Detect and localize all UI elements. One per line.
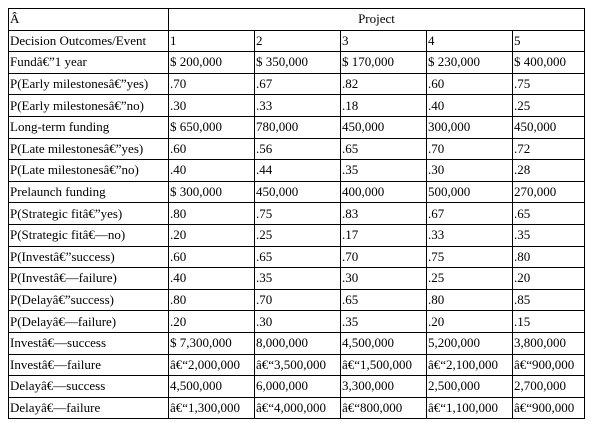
value-cell-project-5: .25: [513, 95, 585, 117]
value-cell-project-5: â€“900,000: [513, 354, 585, 376]
value-cell-project-5: .80: [513, 246, 585, 268]
value-cell-project-1: $ 300,000: [169, 181, 255, 203]
value-cell-project-3: 400,000: [341, 181, 427, 203]
row-label-cell: P(Strategic fitâ€—no): [9, 224, 169, 246]
value-cell-project-1: $ 650,000: [169, 116, 255, 138]
value-cell-project-1: .60: [169, 246, 255, 268]
table-row: [9, 397, 585, 419]
value-cell-project-1: â€“1,300,000: [169, 397, 255, 419]
table-row: [9, 73, 585, 95]
value-cell-project-2: .25: [255, 224, 341, 246]
column-header-project-4: 4: [427, 30, 513, 52]
table-row: [9, 116, 585, 138]
value-cell-project-5: $ 400,000: [513, 52, 585, 74]
row-label-cell: Long-term funding: [9, 116, 169, 138]
value-cell-project-3: .35: [341, 160, 427, 182]
value-cell-project-1: .30: [169, 95, 255, 117]
value-cell-project-4: .80: [427, 289, 513, 311]
value-cell-project-3: .82: [341, 73, 427, 95]
table-row: [9, 311, 585, 333]
value-cell-project-5: .15: [513, 311, 585, 333]
value-cell-project-5: 450,000: [513, 116, 585, 138]
row-label-cell: Fundâ€”1 year: [9, 52, 169, 74]
table-header-row-top: [9, 9, 585, 31]
value-cell-project-3: â€“800,000: [341, 397, 427, 419]
value-cell-project-3: .65: [341, 289, 427, 311]
value-cell-project-3: .70: [341, 246, 427, 268]
value-cell-project-1: .20: [169, 311, 255, 333]
value-cell-project-4: 5,200,000: [427, 332, 513, 354]
column-header-project-3: 3: [341, 30, 427, 52]
value-cell-project-5: .85: [513, 289, 585, 311]
value-cell-project-1: .80: [169, 289, 255, 311]
table-row: [9, 268, 585, 290]
value-cell-project-1: â€“2,000,000: [169, 354, 255, 376]
row-label-cell: Investâ€—success: [9, 332, 169, 354]
column-header-decision-outcomes: Decision Outcomes/Event: [9, 30, 169, 52]
value-cell-project-4: â€“1,100,000: [427, 397, 513, 419]
value-cell-project-2: .75: [255, 203, 341, 225]
value-cell-project-5: 270,000: [513, 181, 585, 203]
value-cell-project-2: $ 350,000: [255, 52, 341, 74]
table-row: [9, 332, 585, 354]
table-row: [9, 203, 585, 225]
value-cell-project-3: â€“1,500,000: [341, 354, 427, 376]
value-cell-project-4: 500,000: [427, 181, 513, 203]
value-cell-project-4: .30: [427, 160, 513, 182]
value-cell-project-5: .65: [513, 203, 585, 225]
value-cell-project-1: 4,500,000: [169, 376, 255, 398]
row-label-cell: P(Delayâ€”success): [9, 289, 169, 311]
project-decision-table: [8, 8, 585, 419]
value-cell-project-2: .56: [255, 138, 341, 160]
project-header: Project: [169, 9, 585, 31]
row-label-cell: P(Late milestonesâ€”yes): [9, 138, 169, 160]
value-cell-project-3: 3,300,000: [341, 376, 427, 398]
table-row: [9, 138, 585, 160]
table-row: [9, 224, 585, 246]
value-cell-project-1: .70: [169, 73, 255, 95]
row-label-cell: Prelaunch funding: [9, 181, 169, 203]
value-cell-project-1: .40: [169, 160, 255, 182]
value-cell-project-2: .35: [255, 268, 341, 290]
value-cell-project-1: .60: [169, 138, 255, 160]
value-cell-project-5: â€“900,000: [513, 397, 585, 419]
value-cell-project-5: 3,800,000: [513, 332, 585, 354]
table-row: [9, 246, 585, 268]
value-cell-project-4: $ 230,000: [427, 52, 513, 74]
value-cell-project-4: .33: [427, 224, 513, 246]
value-cell-project-4: 300,000: [427, 116, 513, 138]
row-label-cell: P(Strategic fitâ€”yes): [9, 203, 169, 225]
value-cell-project-3: 450,000: [341, 116, 427, 138]
value-cell-project-3: .83: [341, 203, 427, 225]
row-label-cell: P(Early milestonesâ€”no): [9, 95, 169, 117]
row-label-cell: P(Investâ€”success): [9, 246, 169, 268]
row-label-cell: P(Investâ€—failure): [9, 268, 169, 290]
table-row: [9, 95, 585, 117]
value-cell-project-2: 6,000,000: [255, 376, 341, 398]
table-corner-cell: Â: [9, 9, 169, 31]
row-label-cell: P(Delayâ€—failure): [9, 311, 169, 333]
value-cell-project-5: .20: [513, 268, 585, 290]
column-header-project-5: 5: [513, 30, 585, 52]
table-row: [9, 289, 585, 311]
column-header-project-2: 2: [255, 30, 341, 52]
column-header-project-1: 1: [169, 30, 255, 52]
value-cell-project-2: â€“3,500,000: [255, 354, 341, 376]
value-cell-project-1: .80: [169, 203, 255, 225]
table-column-header-row: [9, 30, 585, 52]
row-label-cell: Delayâ€—success: [9, 376, 169, 398]
value-cell-project-5: 2,700,000: [513, 376, 585, 398]
value-cell-project-3: .17: [341, 224, 427, 246]
value-cell-project-3: .35: [341, 311, 427, 333]
value-cell-project-2: .33: [255, 95, 341, 117]
value-cell-project-5: .75: [513, 73, 585, 95]
value-cell-project-4: .40: [427, 95, 513, 117]
value-cell-project-2: .44: [255, 160, 341, 182]
value-cell-project-4: .20: [427, 311, 513, 333]
value-cell-project-3: .18: [341, 95, 427, 117]
value-cell-project-4: .70: [427, 138, 513, 160]
value-cell-project-2: .65: [255, 246, 341, 268]
value-cell-project-1: $ 7,300,000: [169, 332, 255, 354]
table-row: [9, 376, 585, 398]
row-label-cell: Delayâ€—failure: [9, 397, 169, 419]
row-label-cell: P(Late milestonesâ€”no): [9, 160, 169, 182]
value-cell-project-1: .40: [169, 268, 255, 290]
value-cell-project-4: .75: [427, 246, 513, 268]
table-row: [9, 160, 585, 182]
value-cell-project-4: 2,500,000: [427, 376, 513, 398]
value-cell-project-3: .30: [341, 268, 427, 290]
value-cell-project-4: â€“2,100,000: [427, 354, 513, 376]
value-cell-project-2: â€“4,000,000: [255, 397, 341, 419]
value-cell-project-2: 780,000: [255, 116, 341, 138]
value-cell-project-4: .25: [427, 268, 513, 290]
value-cell-project-4: .60: [427, 73, 513, 95]
value-cell-project-5: .35: [513, 224, 585, 246]
value-cell-project-2: 450,000: [255, 181, 341, 203]
value-cell-project-2: .67: [255, 73, 341, 95]
value-cell-project-3: 4,500,000: [341, 332, 427, 354]
value-cell-project-5: .28: [513, 160, 585, 182]
value-cell-project-3: $ 170,000: [341, 52, 427, 74]
value-cell-project-1: $ 200,000: [169, 52, 255, 74]
row-label-cell: P(Early milestonesâ€”yes): [9, 73, 169, 95]
value-cell-project-1: .20: [169, 224, 255, 246]
value-cell-project-5: .72: [513, 138, 585, 160]
table-row: [9, 181, 585, 203]
value-cell-project-2: 8,000,000: [255, 332, 341, 354]
value-cell-project-2: .30: [255, 311, 341, 333]
value-cell-project-4: .67: [427, 203, 513, 225]
table-row: [9, 52, 585, 74]
table-row: [9, 354, 585, 376]
value-cell-project-2: .70: [255, 289, 341, 311]
value-cell-project-3: .65: [341, 138, 427, 160]
row-label-cell: Investâ€—failure: [9, 354, 169, 376]
